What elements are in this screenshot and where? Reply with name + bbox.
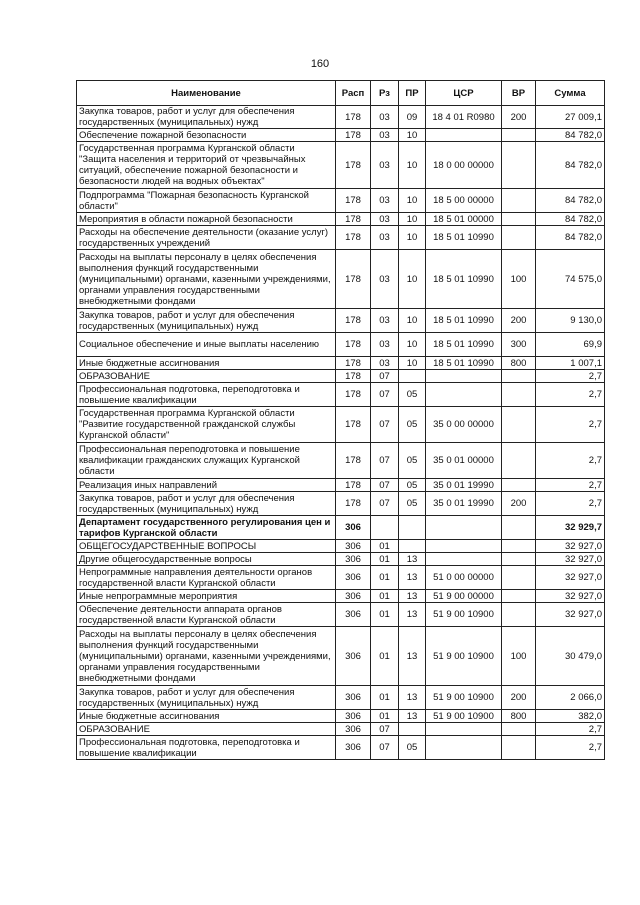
- cell-vr: 200: [502, 492, 536, 516]
- cell-rasp: 178: [336, 106, 371, 129]
- cell-rasp: 306: [336, 723, 371, 736]
- cell-name: Профессиональная переподготовка и повышение квалификации гражданских служащих Курганской области: [77, 443, 336, 479]
- cell-pr: 05: [399, 492, 426, 516]
- cell-pr: 13: [399, 686, 426, 710]
- cell-rasp: 306: [336, 590, 371, 603]
- cell-rasp: 178: [336, 479, 371, 492]
- cell-name: Иные бюджетные ассигнования: [77, 357, 336, 370]
- cell-sum: 32 927,0: [536, 566, 605, 590]
- cell-sum: 32 927,0: [536, 540, 605, 553]
- cell-pr: [399, 540, 426, 553]
- cell-name: Государственная программа Курганской области "Защита населения и территорий от чрезвычайных ситуаций, обеспечение пожарной безопасности и безопасности людей на водных объектах": [77, 142, 336, 189]
- table-row: [77, 516, 605, 540]
- cell-rz: 03: [371, 213, 399, 226]
- cell-name: Закупка товаров, работ и услуг для обеспечения государственных (муниципальных) нужд: [77, 309, 336, 333]
- cell-csr: 35 0 01 00000: [426, 443, 502, 479]
- header-rz: Рз: [371, 81, 399, 106]
- cell-sum: 84 782,0: [536, 189, 605, 213]
- cell-rasp: 178: [336, 370, 371, 383]
- cell-pr: 13: [399, 590, 426, 603]
- cell-vr: 200: [502, 106, 536, 129]
- cell-vr: [502, 370, 536, 383]
- cell-vr: [502, 540, 536, 553]
- cell-rz: 07: [371, 383, 399, 407]
- cell-rz: 01: [371, 553, 399, 566]
- cell-rz: 07: [371, 736, 399, 760]
- cell-rasp: 306: [336, 710, 371, 723]
- header-name: Наименование: [77, 81, 336, 106]
- cell-rasp: 306: [336, 540, 371, 553]
- cell-rasp: 178: [336, 129, 371, 142]
- cell-csr: 51 9 00 10900: [426, 603, 502, 627]
- cell-csr: [426, 736, 502, 760]
- cell-rz: [371, 516, 399, 540]
- table-row: [77, 383, 605, 407]
- header-csr: ЦСР: [426, 81, 502, 106]
- cell-pr: 10: [399, 333, 426, 357]
- table-row: [77, 492, 605, 516]
- cell-csr: [426, 540, 502, 553]
- cell-rz: 07: [371, 443, 399, 479]
- cell-rasp: 306: [336, 603, 371, 627]
- cell-csr: 51 9 00 10900: [426, 627, 502, 686]
- cell-pr: 10: [399, 309, 426, 333]
- table-row: [77, 590, 605, 603]
- cell-rz: 03: [371, 250, 399, 309]
- cell-sum: 2,7: [536, 383, 605, 407]
- cell-rasp: 178: [336, 250, 371, 309]
- cell-name: Закупка товаров, работ и услуг для обеспечения государственных (муниципальных) нужд: [77, 686, 336, 710]
- cell-rz: 01: [371, 686, 399, 710]
- header-sum: Сумма: [536, 81, 605, 106]
- cell-csr: [426, 129, 502, 142]
- cell-vr: [502, 189, 536, 213]
- cell-vr: [502, 590, 536, 603]
- cell-sum: 2,7: [536, 370, 605, 383]
- cell-rz: 01: [371, 590, 399, 603]
- cell-rasp: 178: [336, 333, 371, 357]
- cell-pr: 10: [399, 213, 426, 226]
- cell-rasp: 306: [336, 736, 371, 760]
- cell-sum: 2,7: [536, 407, 605, 443]
- cell-sum: 84 782,0: [536, 213, 605, 226]
- table-row: [77, 553, 605, 566]
- cell-vr: [502, 516, 536, 540]
- cell-vr: [502, 736, 536, 760]
- cell-csr: 35 0 01 19990: [426, 479, 502, 492]
- cell-pr: 13: [399, 553, 426, 566]
- cell-vr: [502, 213, 536, 226]
- cell-name: Иные непрограммные мероприятия: [77, 590, 336, 603]
- cell-csr: 35 0 00 00000: [426, 407, 502, 443]
- cell-rz: 01: [371, 540, 399, 553]
- page-number: 160: [310, 58, 330, 70]
- cell-csr: [426, 516, 502, 540]
- cell-csr: [426, 553, 502, 566]
- cell-name: Мероприятия в области пожарной безопасности: [77, 213, 336, 226]
- cell-rz: 07: [371, 370, 399, 383]
- cell-pr: 05: [399, 443, 426, 479]
- cell-vr: 200: [502, 686, 536, 710]
- cell-vr: [502, 479, 536, 492]
- cell-csr: [426, 370, 502, 383]
- cell-vr: [502, 129, 536, 142]
- cell-name: ОБРАЗОВАНИЕ: [77, 723, 336, 736]
- table-row: [77, 479, 605, 492]
- table-row: [77, 627, 605, 686]
- cell-name: Иные бюджетные ассигнования: [77, 710, 336, 723]
- table-row: [77, 723, 605, 736]
- cell-rasp: 178: [336, 443, 371, 479]
- table-row: [77, 226, 605, 250]
- cell-sum: 84 782,0: [536, 142, 605, 189]
- cell-vr: [502, 142, 536, 189]
- cell-name: ОБРАЗОВАНИЕ: [77, 370, 336, 383]
- cell-csr: 18 5 01 10990: [426, 309, 502, 333]
- table-row: [77, 566, 605, 590]
- cell-vr: 800: [502, 357, 536, 370]
- cell-pr: [399, 370, 426, 383]
- cell-name: Социальное обеспечение и иные выплаты населению: [77, 333, 336, 357]
- cell-name: Департамент государственного регулирования цен и тарифов Курганской области: [77, 516, 336, 540]
- cell-pr: 10: [399, 226, 426, 250]
- cell-name: Расходы на выплаты персоналу в целях обеспечения выполнения функций государственными (муниципальными) органами, казенными учреждениями, органами управления государственными внебюджетными фондами: [77, 627, 336, 686]
- cell-name: Профессиональная подготовка, переподготовка и повышение квалификации: [77, 736, 336, 760]
- table-header-row: [77, 81, 605, 106]
- cell-vr: [502, 566, 536, 590]
- table-row: [77, 407, 605, 443]
- cell-vr: [502, 723, 536, 736]
- cell-rasp: 306: [336, 627, 371, 686]
- cell-rasp: 178: [336, 142, 371, 189]
- cell-sum: 9 130,0: [536, 309, 605, 333]
- cell-rz: 03: [371, 357, 399, 370]
- cell-rasp: 178: [336, 492, 371, 516]
- cell-rasp: 306: [336, 686, 371, 710]
- cell-sum: 69,9: [536, 333, 605, 357]
- cell-rz: 01: [371, 603, 399, 627]
- cell-pr: 10: [399, 129, 426, 142]
- cell-csr: 51 0 00 00000: [426, 566, 502, 590]
- cell-vr: [502, 383, 536, 407]
- cell-pr: 10: [399, 357, 426, 370]
- cell-pr: 05: [399, 407, 426, 443]
- cell-rasp: 178: [336, 383, 371, 407]
- cell-name: Непрограммные направления деятельности органов государственной власти Курганской области: [77, 566, 336, 590]
- cell-vr: 800: [502, 710, 536, 723]
- cell-name: Расходы на обеспечение деятельности (оказание услуг) государственных учреждений: [77, 226, 336, 250]
- cell-sum: 84 782,0: [536, 226, 605, 250]
- header-rasp: Расп: [336, 81, 371, 106]
- cell-csr: 18 5 01 00000: [426, 213, 502, 226]
- cell-vr: [502, 407, 536, 443]
- cell-pr: 10: [399, 142, 426, 189]
- table-row: [77, 603, 605, 627]
- cell-name: Закупка товаров, работ и услуг для обеспечения государственных (муниципальных) нужд: [77, 106, 336, 129]
- cell-sum: 32 927,0: [536, 603, 605, 627]
- cell-name: Обеспечение пожарной безопасности: [77, 129, 336, 142]
- cell-csr: 18 5 00 00000: [426, 189, 502, 213]
- cell-csr: 18 0 00 00000: [426, 142, 502, 189]
- table-row: [77, 106, 605, 129]
- cell-csr: [426, 723, 502, 736]
- header-pr: ПР: [399, 81, 426, 106]
- cell-sum: 84 782,0: [536, 129, 605, 142]
- table-row: [77, 129, 605, 142]
- table-row: [77, 142, 605, 189]
- cell-rz: 01: [371, 710, 399, 723]
- table-row: [77, 333, 605, 357]
- cell-rasp: 306: [336, 566, 371, 590]
- cell-sum: 1 007,1: [536, 357, 605, 370]
- cell-csr: 51 9 00 10900: [426, 686, 502, 710]
- cell-rz: 03: [371, 309, 399, 333]
- cell-csr: 18 5 01 10990: [426, 357, 502, 370]
- cell-pr: 05: [399, 479, 426, 492]
- cell-name: Реализация иных направлений: [77, 479, 336, 492]
- cell-vr: [502, 443, 536, 479]
- table-row: [77, 443, 605, 479]
- cell-rz: 03: [371, 333, 399, 357]
- table-row: [77, 710, 605, 723]
- cell-csr: 18 5 01 10990: [426, 250, 502, 309]
- cell-rz: 03: [371, 226, 399, 250]
- cell-rasp: 178: [336, 213, 371, 226]
- cell-rz: 07: [371, 479, 399, 492]
- cell-rasp: 178: [336, 309, 371, 333]
- table-row: [77, 213, 605, 226]
- cell-vr: 300: [502, 333, 536, 357]
- cell-sum: 2,7: [536, 736, 605, 760]
- cell-pr: 13: [399, 603, 426, 627]
- cell-pr: 13: [399, 710, 426, 723]
- cell-name: Расходы на выплаты персоналу в целях обеспечения выполнения функций государственными (муниципальными) органами, казенными учреждениями, органами управления государственными внебюджетными фондами: [77, 250, 336, 309]
- cell-sum: 32 927,0: [536, 553, 605, 566]
- cell-pr: 09: [399, 106, 426, 129]
- cell-pr: 13: [399, 627, 426, 686]
- cell-csr: 18 5 01 10990: [426, 333, 502, 357]
- cell-vr: [502, 603, 536, 627]
- cell-vr: 200: [502, 309, 536, 333]
- cell-sum: 27 009,1: [536, 106, 605, 129]
- cell-sum: 2,7: [536, 723, 605, 736]
- cell-sum: 74 575,0: [536, 250, 605, 309]
- cell-rasp: 178: [336, 357, 371, 370]
- cell-csr: 51 9 00 10900: [426, 710, 502, 723]
- table-row: [77, 189, 605, 213]
- cell-pr: [399, 516, 426, 540]
- cell-vr: [502, 226, 536, 250]
- table-row: [77, 250, 605, 309]
- cell-rz: 03: [371, 106, 399, 129]
- cell-rz: 07: [371, 723, 399, 736]
- table-row: [77, 540, 605, 553]
- cell-name: Государственная программа Курганской области "Развитие государственной гражданской службы Курганской области": [77, 407, 336, 443]
- cell-sum: 382,0: [536, 710, 605, 723]
- cell-csr: 51 9 00 00000: [426, 590, 502, 603]
- cell-name: Подпрограмма "Пожарная безопасность Курганской области": [77, 189, 336, 213]
- cell-name: Профессиональная подготовка, переподготовка и повышение квалификации: [77, 383, 336, 407]
- cell-rz: 03: [371, 189, 399, 213]
- cell-pr: 10: [399, 189, 426, 213]
- table-row: [77, 686, 605, 710]
- cell-csr: [426, 383, 502, 407]
- cell-vr: [502, 553, 536, 566]
- cell-name: Закупка товаров, работ и услуг для обеспечения государственных (муниципальных) нужд: [77, 492, 336, 516]
- cell-rz: 07: [371, 407, 399, 443]
- cell-vr: 100: [502, 250, 536, 309]
- cell-rz: 03: [371, 142, 399, 189]
- cell-sum: 2 066,0: [536, 686, 605, 710]
- cell-rz: 01: [371, 566, 399, 590]
- budget-table: [76, 80, 605, 760]
- cell-rz: 01: [371, 627, 399, 686]
- cell-sum: 2,7: [536, 479, 605, 492]
- cell-rasp: 306: [336, 516, 371, 540]
- cell-sum: 2,7: [536, 492, 605, 516]
- cell-csr: 18 5 01 10990: [426, 226, 502, 250]
- cell-rasp: 306: [336, 553, 371, 566]
- cell-rz: 07: [371, 492, 399, 516]
- table-row: [77, 370, 605, 383]
- cell-rasp: 178: [336, 189, 371, 213]
- header-vr: ВР: [502, 81, 536, 106]
- cell-name: Другие общегосударственные вопросы: [77, 553, 336, 566]
- cell-sum: 30 479,0: [536, 627, 605, 686]
- cell-csr: 18 4 01 R0980: [426, 106, 502, 129]
- cell-sum: 2,7: [536, 443, 605, 479]
- cell-pr: 05: [399, 383, 426, 407]
- cell-pr: 10: [399, 250, 426, 309]
- cell-sum: 32 927,0: [536, 590, 605, 603]
- cell-pr: 13: [399, 566, 426, 590]
- cell-pr: 05: [399, 736, 426, 760]
- cell-name: Обеспечение деятельности аппарата органов государственной власти Курганской области: [77, 603, 336, 627]
- cell-rz: 03: [371, 129, 399, 142]
- cell-pr: [399, 723, 426, 736]
- cell-csr: 35 0 01 19990: [426, 492, 502, 516]
- cell-vr: 100: [502, 627, 536, 686]
- cell-rasp: 178: [336, 407, 371, 443]
- cell-sum: 32 929,7: [536, 516, 605, 540]
- table-row: [77, 736, 605, 760]
- table-row: [77, 309, 605, 333]
- table-row: [77, 357, 605, 370]
- cell-rasp: 178: [336, 226, 371, 250]
- cell-name: ОБЩЕГОСУДАРСТВЕННЫЕ ВОПРОСЫ: [77, 540, 336, 553]
